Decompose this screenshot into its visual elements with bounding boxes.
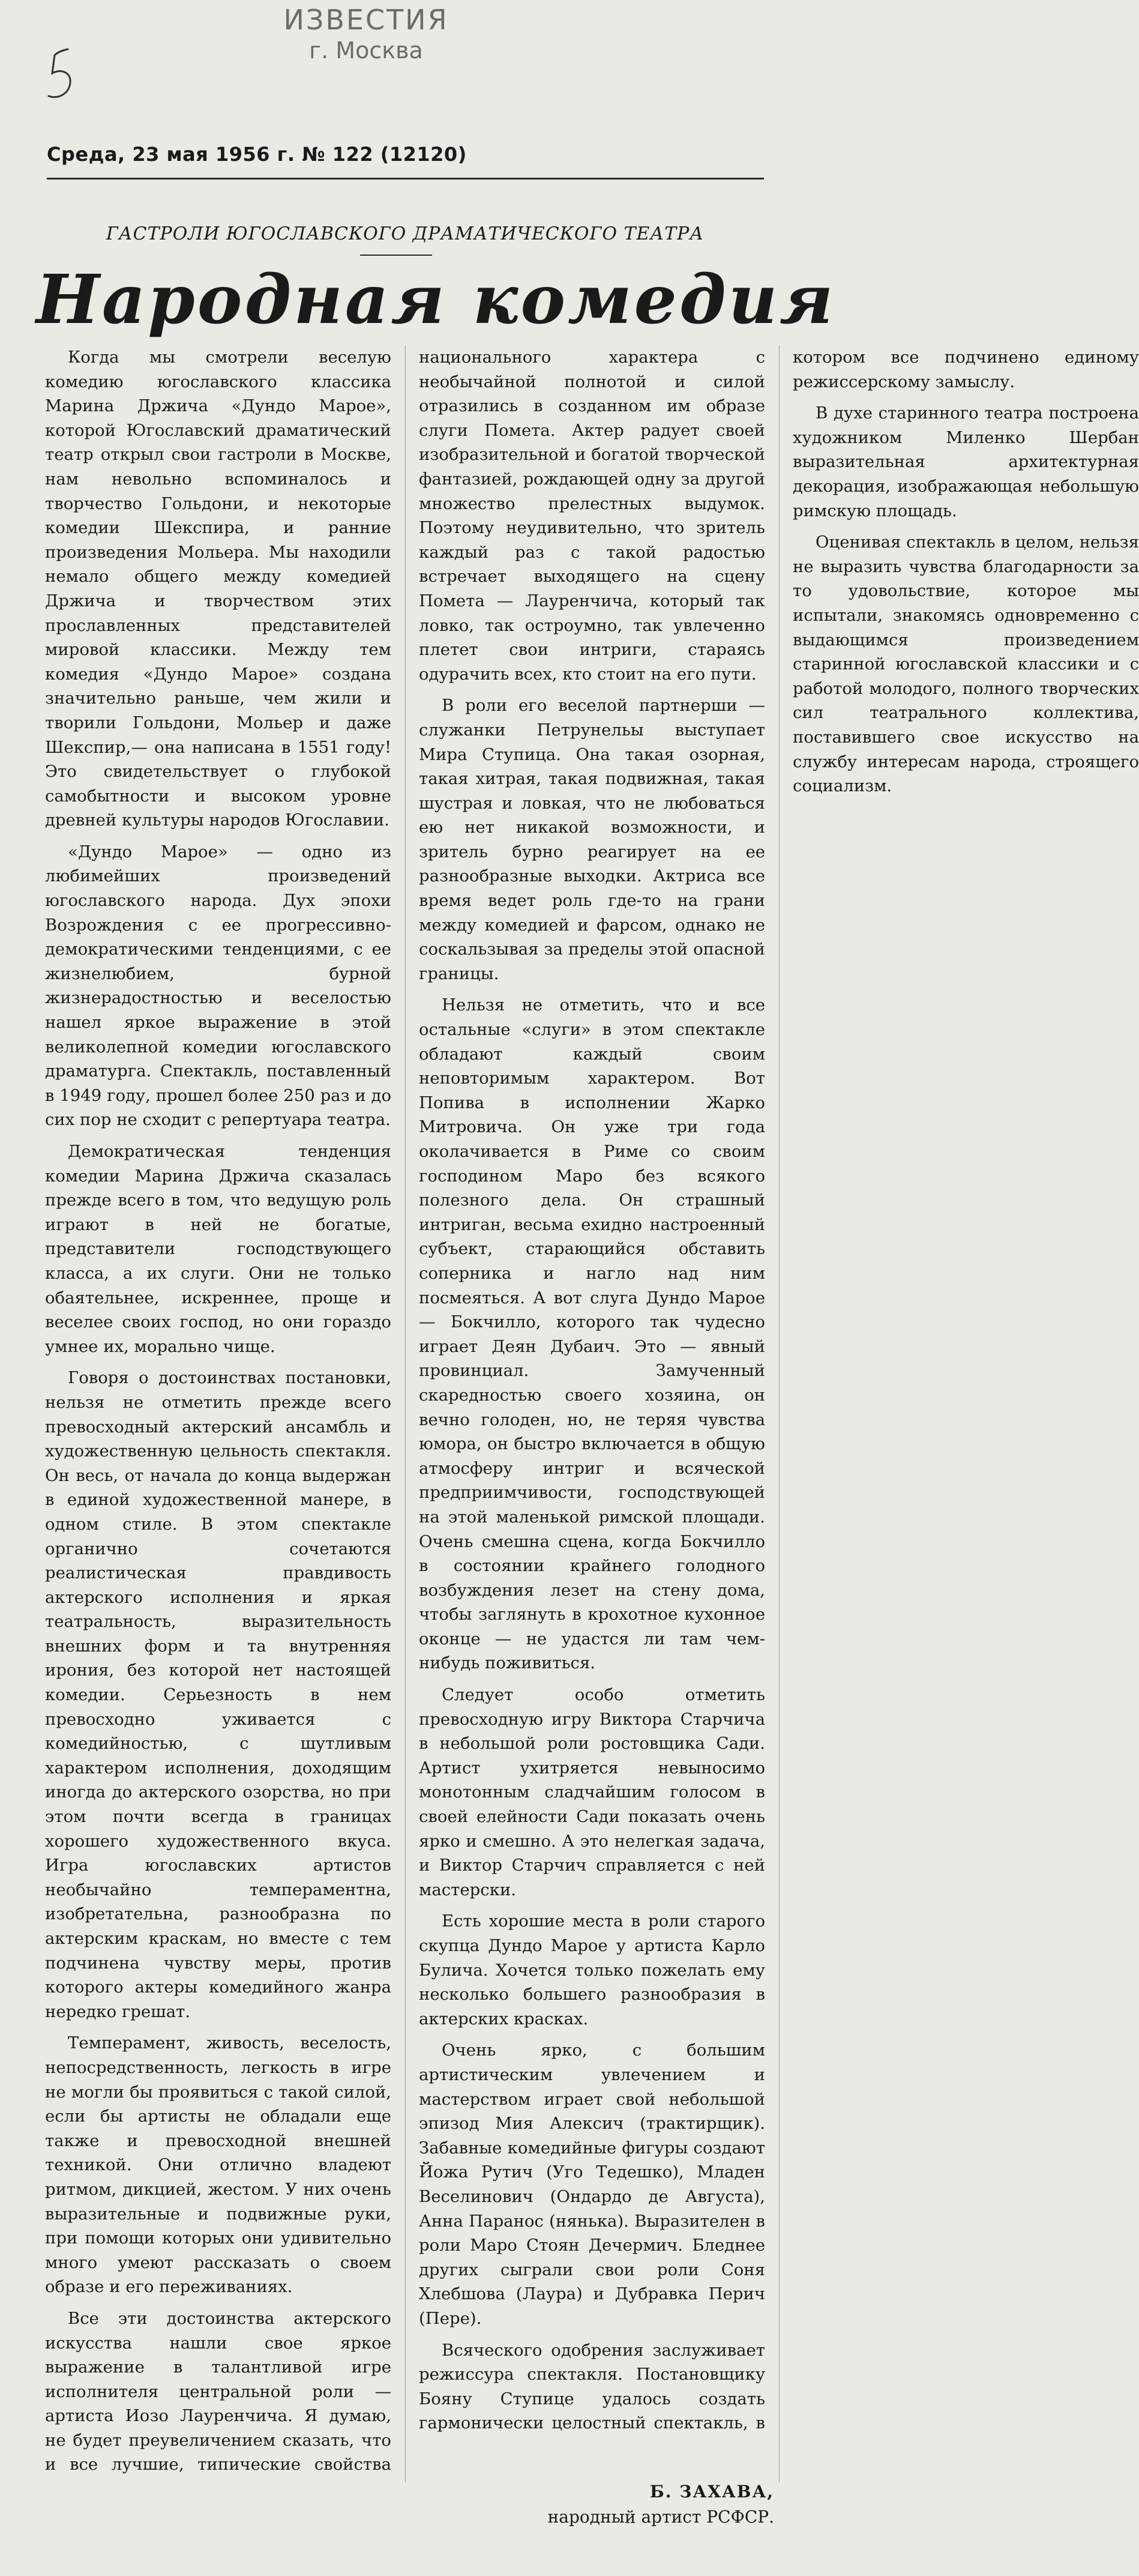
- archive-stamp: [258, 4, 474, 64]
- article-paragraph: Все эти достоинства актерского искусства нашли свое яркое выражение в талантливой игре исполнителя центральной роли — артиста Иозо Лауренчича. Я думаю, не будет преувеличением сказать, что и все лучшие, типические свойства национального характера с необычайной полнотой и силой отразились в созданном им образе слуги Помета. Актер радует своей изобразительной и богатой творческой фантазией, рождающей одну за другой множество прелестных выдумок. Поэтому неудивительно, что зритель каждый раз с такой радостью встречает выходящего на сцену Помета — Лауренчича, который так ловко, так остроумно, так увлеченно плетет свои интриги, стараясь одурачить всех, кто стоит на его пути.: [45, 348, 765, 2475]
- article-paragraph: Следует особо отметить превосходную игру Виктора Старчича в небольшой роли ростовщика Сади. Артист ухитряется невыносимо монотонным сладчайшим голосом в своей елейности Сади показать очень ярко и смешно. А это нелегкая задача, и Виктор Старчич справляется с ней мастерски.: [419, 1685, 765, 1899]
- handwritten-number-mark: [45, 42, 81, 108]
- header-divider: [47, 178, 764, 179]
- issue-dateline: Среда, 23 мая 1956 г. № 122 (12120): [47, 143, 467, 166]
- article-paragraph: Демократическая тенденция комедии Марина Држича сказалась прежде всего в том, что ведущую роль играют в ней не богатые, представители господствующего класса, а их слуги. Они не только обаятельнее, искреннее, проще и веселее своих господ, но они гораздо умнее их, морально чище.: [45, 1142, 391, 1356]
- article-paragraph: В духе старинного театра построена художником Миленко Шербан выразительная архитектурная декорация, изображающая небольшую римскую площадь.: [793, 403, 1139, 520]
- rubric-divider: [360, 255, 432, 256]
- article-paragraph: Говоря о достоинствах постановки, нельзя не отметить прежде всего превосходный актерский ансамбль и художественную цельность спектакля. Он весь, от начала до конца выдержан в единой художественной манере, в одном стиле. В этом спектакле органично сочетаются реалистическая правдивость актерского исполнения и яркая театральность, выразительность внешних форм и та внутренняя ирония, без которой нет настоящей комедии. Серьезность в нем превосходно уживается с комедийностью, с шутливым характером исполнения, доходящим иногда до актерского озорства, но при этом почти всегда в границах хорошего художественного вкуса. Игра югославских артистов необычайно темпераментна, изобретательна, разнообразна по актерским краскам, но вместе с тем подчинена чувству меры, против которого актеры комедийного жанра нередко грешат.: [45, 1368, 391, 2021]
- stamp-city: г. Москва: [309, 37, 423, 64]
- stamp-newspaper-name: ИЗВЕСТИЯ: [283, 4, 449, 36]
- article-paragraph: Оценивая спектакль в целом, нельзя не выразить чувства благодарности за то удовольствие, которое мы испытали, знакомясь одновременно с выдающимся произведением старинной югославской классики и с работой молодого, полного творческих сил театрального коллектива, поставившего свое искусство на службу интересам народа, строящего социализм.: [793, 532, 1139, 796]
- article-headline: Народная комедия: [36, 261, 836, 339]
- author-title: народный артист РСФСР.: [547, 2507, 774, 2527]
- article-paragraph: Есть хорошие места в роли старого скупца Дундо Марое у артиста Карло Булича. Хочется только пожелать ему несколько большего разнообразия в актерских красках.: [419, 1911, 765, 2029]
- article-paragraph: Очень ярко, с большим артистическим увлечением и мастерством играет свой небольшой эпизод Мия Алексич (трактирщик). Забавные комедийные фигуры создают Йожа Рутич (Уго Тедешко), Младен Веселинович (Ондардо де Августа), Анна Паранос (нянька). Выразителен в роли Маро Стоян Дечермич. Бледнее других сыграли свои роли Соня Хлебшова (Лаура) и Дубравка Перич (Пере).: [419, 2041, 765, 2328]
- author-name: Б. ЗАХАВА,: [649, 2482, 774, 2502]
- article-paragraph: Всяческого одобрения заслуживает режиссура спектакля. Постановщику Бояну Ступице удалось создать гармонически целостный спектакль, в котором все подчинено единому режиссерскому замыслу.: [419, 348, 1139, 2433]
- article-body: [45, 345, 1139, 2482]
- article-paragraph: В роли его веселой партнерши — служанки Петрунельы выступает Мира Ступица. Она такая озорная, такая хитрая, такая подвижная, такая шустрая и ловкая, что не любоваться ею нет никакой возможности, и зритель бурно реагирует на ее разнообразные выходки. Актриса все время ведет роль где-то на грани между комедией и фарсом, однако не соскальзывая за пределы этой опасной границы.: [419, 696, 765, 983]
- article-paragraph: Когда мы смотрели веселую комедию югославского классика Марина Држича «Дундо Марое», которой Югославский драматический театр открыл свои гастроли в Москве, нам невольно вспоминалось и творчество Гольдони, и некоторые комедии Шекспира, и ранние произведения Мольера. Мы находили немало общего между комедией Држича и творчеством этих прославленных представителей мировой классики. Между тем комедия «Дундо Марое» создана значительно раньше, чем жили и творили Гольдони, Мольер и даже Шекспир,— она написана в 1551 году! Это свидетельствует о глубокой самобытности и высоком уровне древней культуры народов Югославии.: [45, 348, 391, 830]
- article-paragraph: «Дундо Марое» — одно из любимейших произведений югославского народа. Дух эпохи Возрождения с ее прогрессивно-демократическими тенденциями, с ее жизнелюбием, бурной жизнерадостностью и веселостью нашел яркое выражение в этой великолепной комедии югославского драматурга. Спектакль, поставленный в 1949 году, прошел более 250 раз и до сих пор не сходит с репертуара театра.: [45, 842, 391, 1130]
- article-paragraph: Темперамент, живость, веселость, непосредственность, легкость в игре не могли бы проявиться с такой силой, если бы артисты не обладали еще также и превосходной внешней техникой. Они отлично владеют ритмом, дикцией, жестом. У них очень выразительные и подвижные руки, при помощи которых они удивительно много умеют рассказать о своем образе и его переживаниях.: [45, 2033, 391, 2297]
- article-rubric: ГАСТРОЛИ ЮГОСЛАВСКОГО ДРАМАТИЧЕСКОГО ТЕАТРА: [106, 223, 705, 244]
- author-signature: [420, 2479, 774, 2530]
- article-paragraph: Нельзя не отметить, что и все остальные «слуги» в этом спектакле обладают каждый своим неповторимым характером. Вот Попива в исполнении Жарко Митровича. Он уже три года околачивается в Риме со своим господином Маро без всякого полезного дела. Он страшный интриган, весьма ехидно настроенный субъект, старающийся обставить соперника и нагло над ним посмеяться. А вот слуга Дундо Марое — Бокчилло, которого так чудесно играет Деян Дубаич. Это — явный провинциал. Замученный скаредностью своего хозяина, он вечно голоден, но, не теряя чувства юмора, он быстро включается в общую атмосферу интриг и всяческой предприимчивости, господствующей на этой маленькой римской площади. Очень смешна сцена, когда Бокчилло в состоянии крайнего голодного возбуждения лезет на стену дома, чтобы заглянуть в крохотное кухонное оконце — не удастся ли там чем-нибудь поживиться.: [419, 995, 765, 1673]
